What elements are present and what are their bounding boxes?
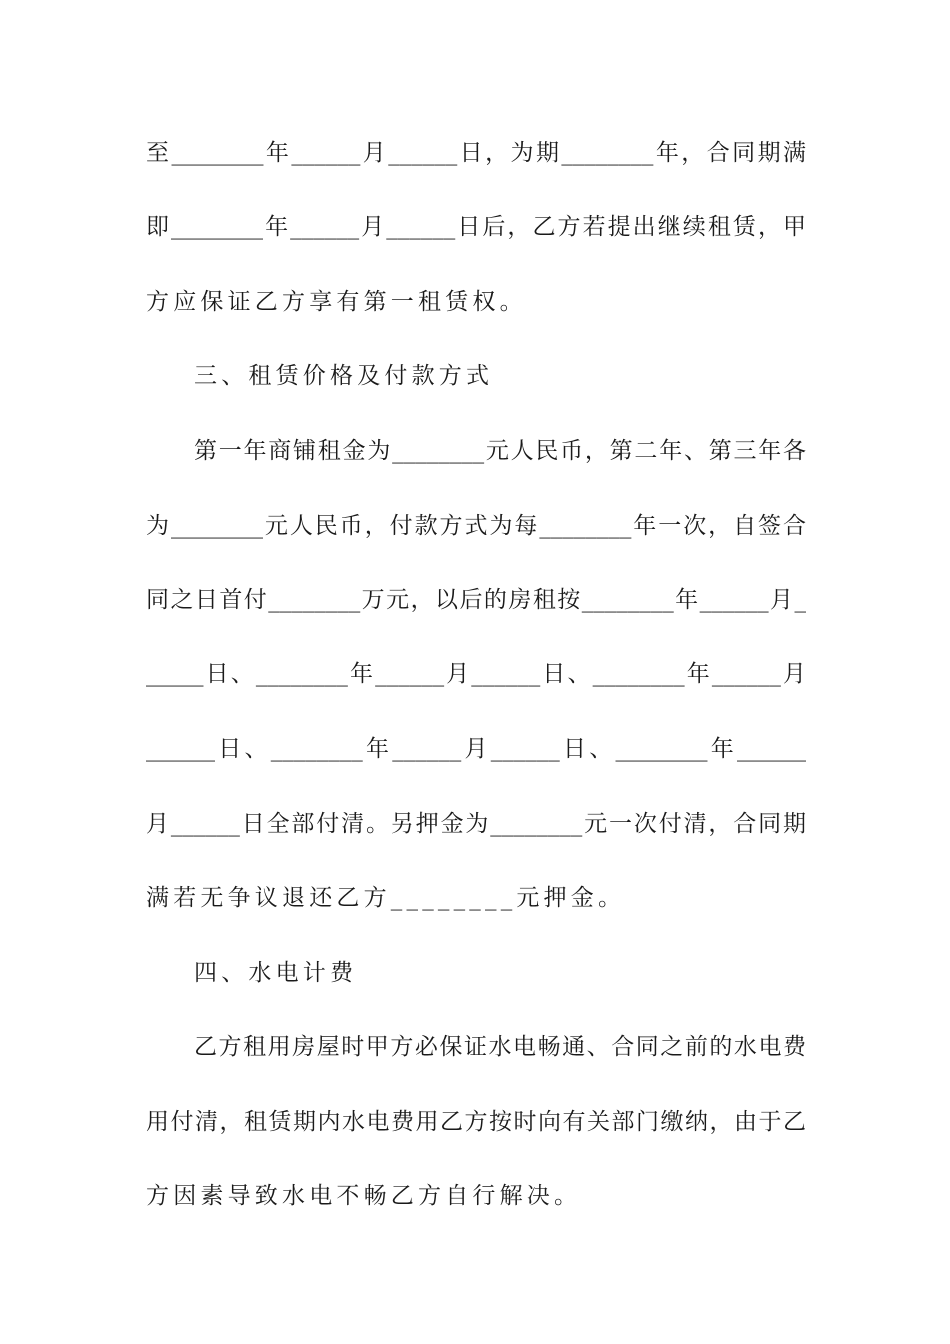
section-heading-3: 三、租赁价格及付款方式 <box>194 363 494 389</box>
text-line-11: 满若无争议退还乙方________元押金。 <box>146 885 626 911</box>
text-line-15: 方因素导致水电不畅乙方自行解决。 <box>146 1183 582 1209</box>
section-heading-4: 四、水电计费 <box>194 960 358 986</box>
text-line-9: ______日、________年______月______日、________年______ <box>146 736 806 762</box>
text-line-5: 第一年商铺租金为________元人民币，第二年、第三年各 <box>194 438 806 464</box>
text-line-8: _____日、________年______月______日、________年______月 <box>146 661 806 687</box>
text-line-3: 方应保证乙方享有第一租赁权。 <box>146 289 527 315</box>
text-line-14: 用付清，租赁期内水电费用乙方按时向有关部门缴纳，由于乙 <box>146 1109 806 1135</box>
text-line-10: 月______日全部付清。另押金为________元一次付清，合同期 <box>146 811 806 837</box>
text-line-13: 乙方租用房屋时甲方必保证水电畅通、合同之前的水电费 <box>194 1034 806 1060</box>
text-line-1: 至________年______月______日，为期________年，合同期满 <box>146 140 806 166</box>
text-line-7: 同之日首付________万元，以后的房租按________年______月_ <box>146 587 806 613</box>
text-line-2: 即________年______月______日后，乙方若提出继续租赁，甲 <box>146 214 806 240</box>
text-line-6: 为________元人民币，付款方式为每________年一次，自签合 <box>146 513 806 539</box>
